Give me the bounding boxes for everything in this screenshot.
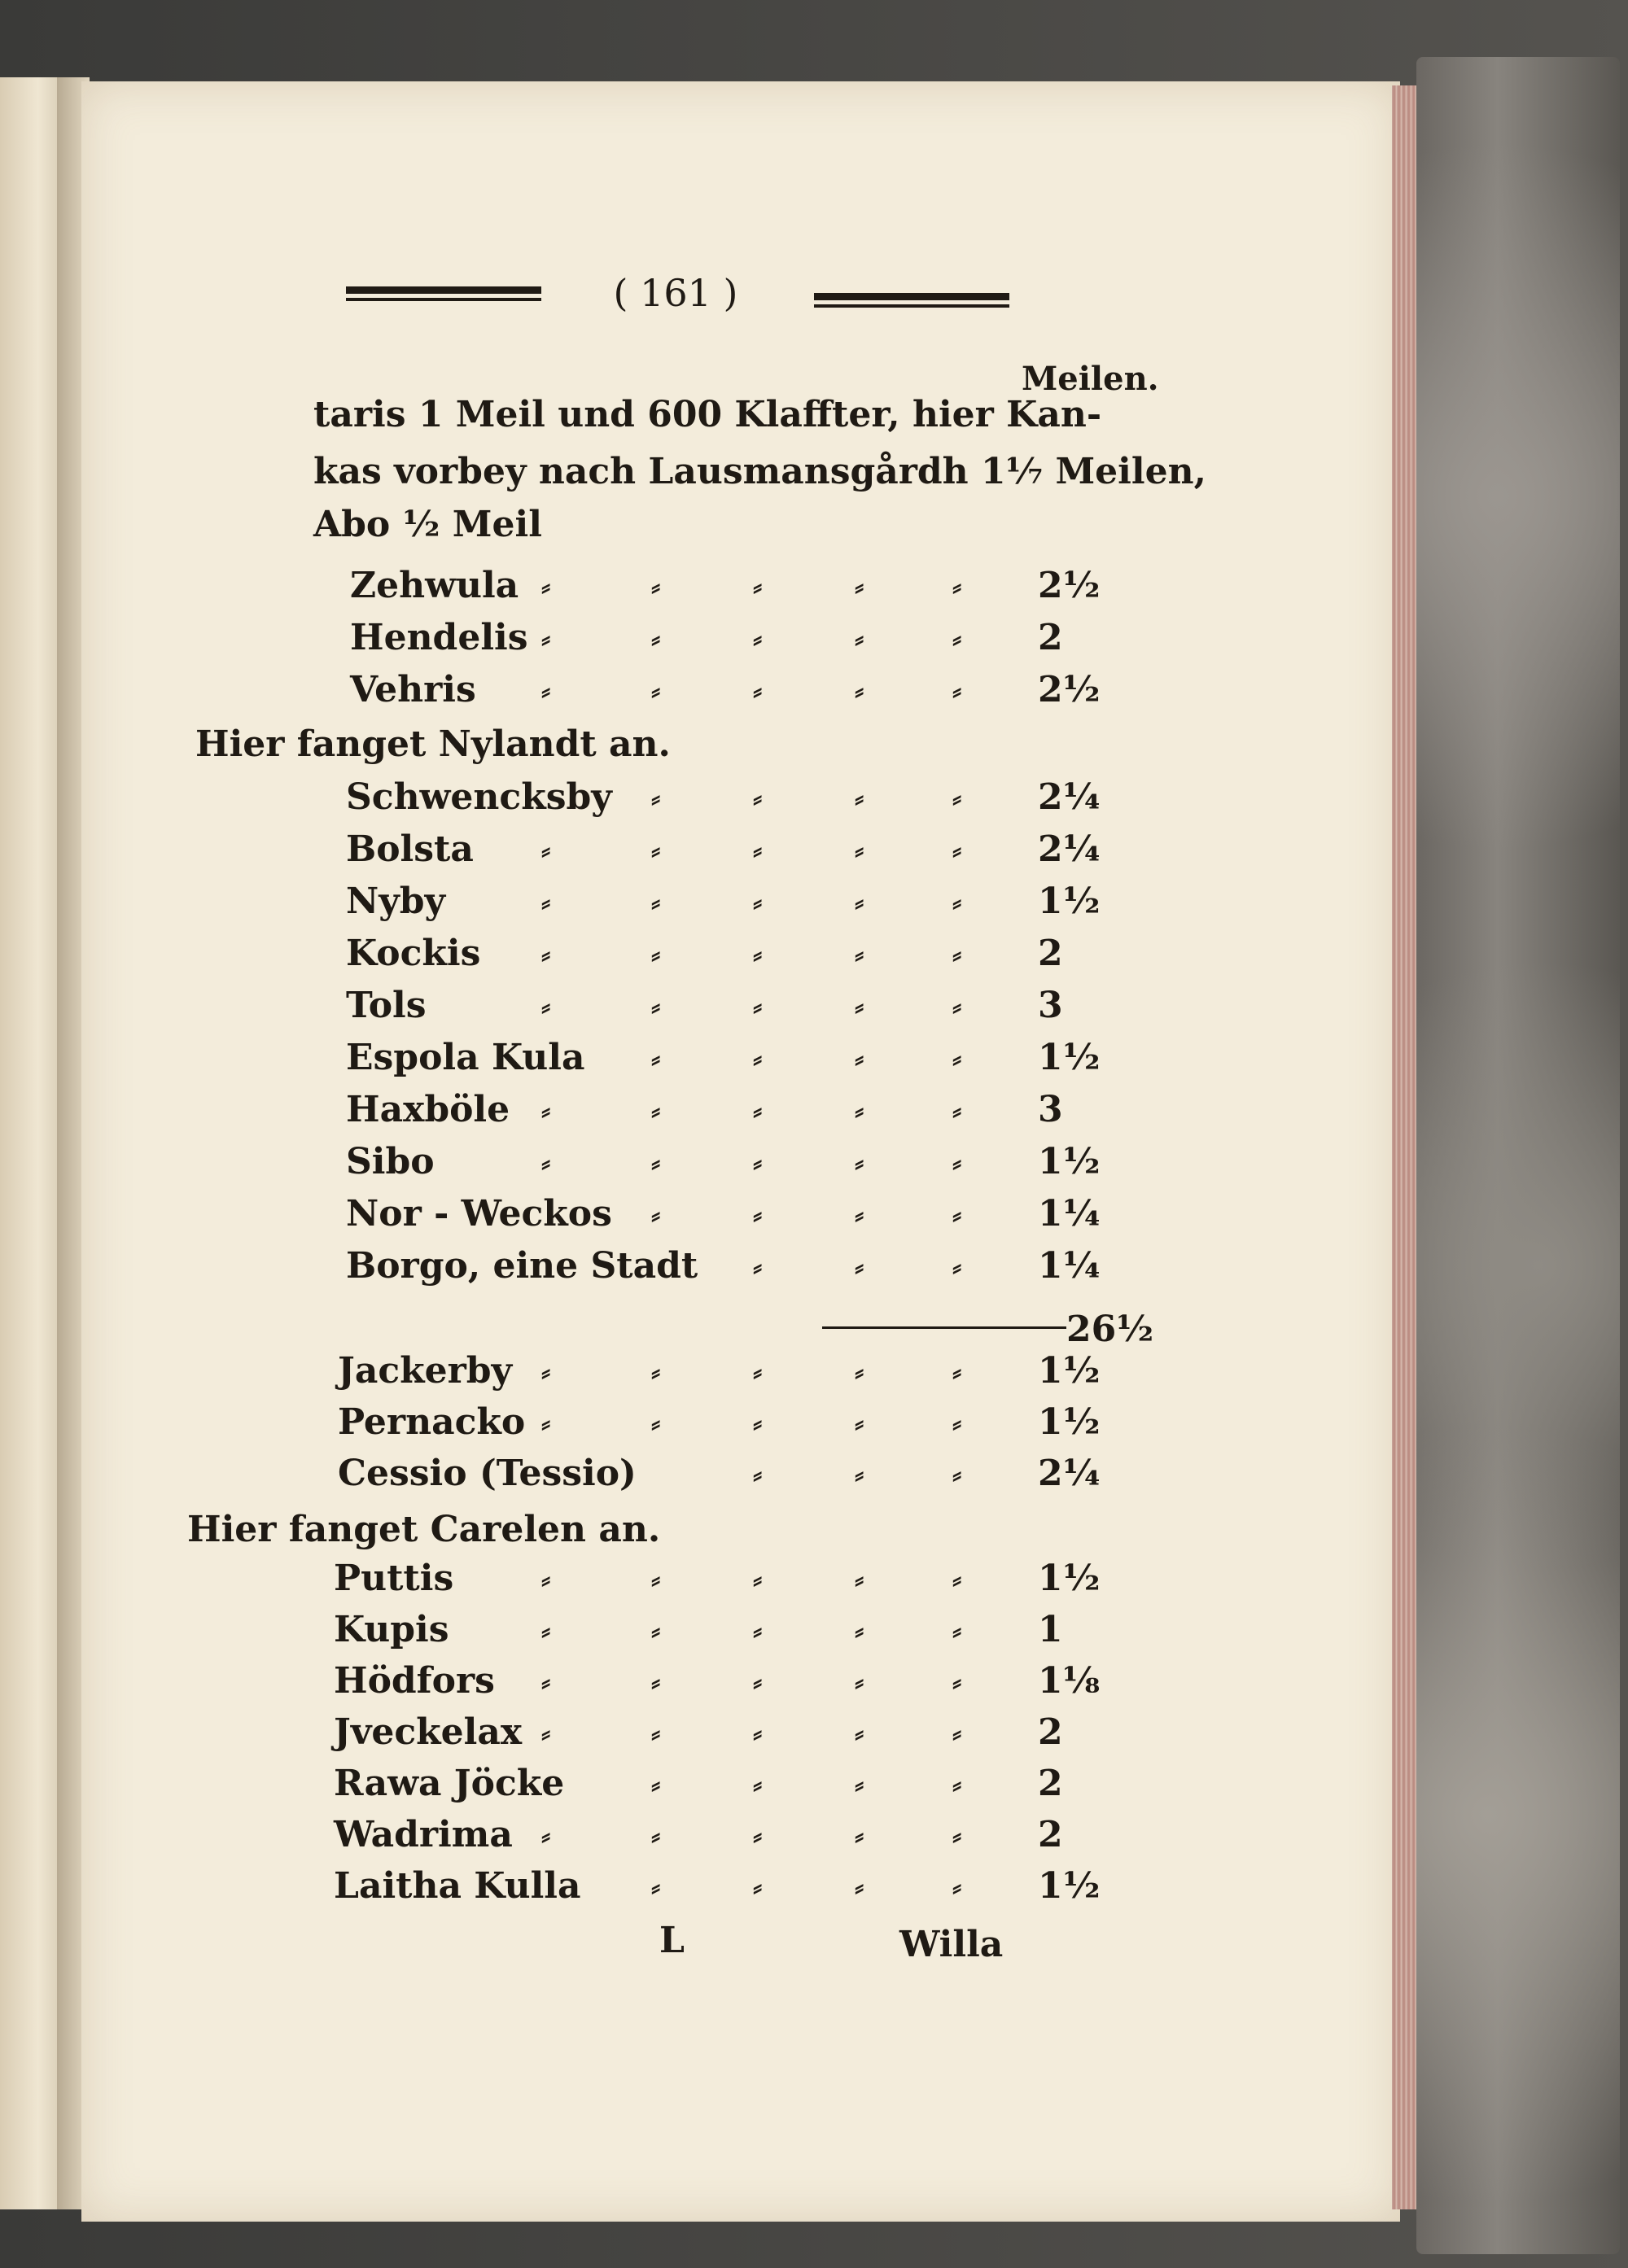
section-heading-nylandt: Hier fanget Nylandt an.	[195, 723, 671, 765]
leader-mark: ⸗	[855, 1042, 864, 1075]
leader-mark: ⸗	[541, 1615, 551, 1647]
leader-mark: ⸗	[855, 1768, 864, 1801]
leader-mark: ⸗	[952, 1199, 962, 1231]
leader-mark: ⸗	[541, 1820, 551, 1852]
route-row	[0, 877, 1628, 926]
distance-value: 3	[1038, 985, 1063, 1026]
route-row	[0, 1862, 1628, 1911]
place-name: Cessio (Tessio)	[338, 1453, 637, 1494]
place-name: Kupis	[334, 1609, 449, 1650]
header-rule-left	[346, 286, 541, 301]
leader-mark: ⸗	[651, 990, 661, 1023]
distance-value: 1½	[1038, 1865, 1101, 1907]
leader-mark: ⸗	[952, 1356, 962, 1388]
leader-mark: ⸗	[753, 1147, 763, 1179]
route-row	[0, 981, 1628, 1030]
route-row	[0, 1398, 1628, 1447]
leader-mark: ⸗	[651, 1356, 661, 1388]
route-row	[0, 1449, 1628, 1498]
route-row	[0, 1657, 1628, 1706]
leader-mark: ⸗	[753, 782, 763, 815]
leader-mark: ⸗	[952, 1717, 962, 1750]
leader-mark: ⸗	[541, 1356, 551, 1388]
leader-mark: ⸗	[855, 1199, 864, 1231]
leader-mark: ⸗	[651, 1768, 661, 1801]
leader-mark: ⸗	[753, 1042, 763, 1075]
place-name: Wadrima	[334, 1814, 513, 1855]
leader-mark: ⸗	[753, 1563, 763, 1596]
leader-marks	[0, 1138, 1628, 1186]
leader-mark: ⸗	[651, 938, 661, 971]
route-row	[0, 1708, 1628, 1757]
leader-mark: ⸗	[651, 1199, 661, 1231]
leader-mark: ⸗	[753, 623, 763, 655]
place-name: Kockis	[346, 933, 481, 974]
leader-mark: ⸗	[753, 990, 763, 1023]
leader-mark: ⸗	[952, 1820, 962, 1852]
leader-mark: ⸗	[541, 1095, 551, 1127]
leader-mark: ⸗	[753, 1615, 763, 1647]
place-name: Hödfors	[334, 1660, 495, 1702]
page-number: ( 161 )	[613, 271, 738, 315]
leader-mark: ⸗	[952, 938, 962, 971]
leader-mark: ⸗	[651, 1147, 661, 1179]
leader-marks	[0, 1862, 1628, 1911]
leader-mark: ⸗	[855, 834, 864, 867]
leader-mark: ⸗	[541, 990, 551, 1023]
leader-mark: ⸗	[753, 1407, 763, 1440]
leader-mark: ⸗	[952, 834, 962, 867]
distance-value: 3	[1038, 1089, 1063, 1130]
leader-mark: ⸗	[753, 1820, 763, 1852]
leader-mark: ⸗	[952, 1768, 962, 1801]
leader-mark: ⸗	[651, 675, 661, 707]
route-row	[0, 1606, 1628, 1654]
leader-mark: ⸗	[855, 886, 864, 919]
unit-heading: Meilen.	[1022, 360, 1159, 398]
leader-mark: ⸗	[952, 1458, 962, 1491]
place-name: Nor - Weckos	[346, 1193, 612, 1235]
sum-value: 26½	[1066, 1309, 1154, 1350]
place-name: Puttis	[334, 1558, 454, 1599]
route-row	[0, 773, 1628, 822]
leader-marks	[0, 1242, 1628, 1291]
leader-mark: ⸗	[855, 1095, 864, 1127]
leader-marks	[0, 666, 1628, 714]
route-row	[0, 825, 1628, 874]
leader-mark: ⸗	[753, 1251, 763, 1283]
catchword-right: Willa	[899, 1924, 1004, 1965]
leader-mark: ⸗	[855, 1458, 864, 1491]
leader-mark: ⸗	[952, 886, 962, 919]
leader-mark: ⸗	[651, 1871, 661, 1903]
leader-marks	[0, 1086, 1628, 1134]
distance-value: 1½	[1038, 1037, 1101, 1078]
leader-mark: ⸗	[855, 1666, 864, 1698]
leader-mark: ⸗	[855, 1407, 864, 1440]
route-row	[0, 929, 1628, 978]
place-name: Bolsta	[346, 828, 474, 870]
leader-mark: ⸗	[753, 1717, 763, 1750]
leader-mark: ⸗	[753, 1199, 763, 1231]
leader-mark: ⸗	[952, 1666, 962, 1698]
leader-mark: ⸗	[651, 623, 661, 655]
route-row	[0, 1242, 1628, 1291]
leader-mark: ⸗	[855, 1147, 864, 1179]
leader-mark: ⸗	[753, 938, 763, 971]
leader-mark: ⸗	[952, 990, 962, 1023]
leader-mark: ⸗	[541, 1407, 551, 1440]
place-name: Jveckelax	[334, 1711, 523, 1753]
leader-mark: ⸗	[753, 1095, 763, 1127]
distance-value: 2¼	[1038, 828, 1101, 870]
route-row	[0, 1554, 1628, 1603]
leader-mark: ⸗	[952, 1871, 962, 1903]
leader-mark: ⸗	[651, 834, 661, 867]
leader-mark: ⸗	[753, 1768, 763, 1801]
sum-line	[822, 1326, 1066, 1329]
leader-mark: ⸗	[753, 570, 763, 603]
leader-mark: ⸗	[855, 1251, 864, 1283]
leader-marks	[0, 1606, 1628, 1654]
leader-marks	[0, 1033, 1628, 1082]
leader-mark: ⸗	[952, 782, 962, 815]
leader-mark: ⸗	[541, 1563, 551, 1596]
leader-mark: ⸗	[855, 938, 864, 971]
distance-value: 2¼	[1038, 776, 1101, 818]
leader-mark: ⸗	[541, 834, 551, 867]
leader-mark: ⸗	[541, 623, 551, 655]
distance-value: 2	[1038, 1763, 1063, 1804]
leader-mark: ⸗	[651, 1615, 661, 1647]
distance-value: 1⅛	[1038, 1660, 1101, 1702]
leader-mark: ⸗	[753, 675, 763, 707]
distance-value: 1½	[1038, 1558, 1101, 1599]
leader-mark: ⸗	[753, 886, 763, 919]
section-heading-carelen: Hier fanget Carelen an.	[187, 1509, 661, 1550]
leader-mark: ⸗	[952, 1407, 962, 1440]
leader-marks	[0, 825, 1628, 874]
place-name: Haxböle	[346, 1089, 510, 1130]
leader-mark: ⸗	[651, 1407, 661, 1440]
leader-mark: ⸗	[651, 1095, 661, 1127]
leader-marks	[0, 1347, 1628, 1396]
leader-mark: ⸗	[952, 1563, 962, 1596]
place-name: Borgo, eine Stadt	[346, 1245, 698, 1287]
route-row	[0, 1086, 1628, 1134]
leader-mark: ⸗	[855, 1820, 864, 1852]
leader-marks	[0, 981, 1628, 1030]
distance-value: 2	[1038, 1711, 1063, 1753]
distance-value: 1½	[1038, 1350, 1101, 1392]
distance-value: 1½	[1038, 1141, 1101, 1182]
leader-marks	[0, 1449, 1628, 1498]
distance-value: 1½	[1038, 881, 1101, 922]
header-rule-right	[814, 293, 1009, 308]
leader-mark: ⸗	[952, 1251, 962, 1283]
distance-value: 1	[1038, 1609, 1063, 1650]
leader-marks	[0, 1657, 1628, 1706]
leader-mark: ⸗	[855, 1871, 864, 1903]
leader-mark: ⸗	[952, 570, 962, 603]
leader-mark: ⸗	[541, 570, 551, 603]
intro-line: kas vorbey nach Lausmansgårdh 1⅐ Meilen,	[313, 451, 1206, 492]
leader-mark: ⸗	[541, 675, 551, 707]
place-name: Laitha Kulla	[334, 1865, 581, 1907]
place-name: Sibo	[346, 1141, 435, 1182]
distance-value: 1½	[1038, 1401, 1101, 1443]
leader-mark: ⸗	[952, 623, 962, 655]
leader-marks	[0, 1190, 1628, 1239]
leader-mark: ⸗	[855, 623, 864, 655]
leader-mark: ⸗	[541, 1147, 551, 1179]
place-name: Schwencksby	[346, 776, 612, 818]
leader-mark: ⸗	[855, 1615, 864, 1647]
leader-marks	[0, 929, 1628, 978]
leader-mark: ⸗	[541, 938, 551, 971]
leader-mark: ⸗	[753, 1356, 763, 1388]
leader-mark: ⸗	[651, 570, 661, 603]
route-row	[0, 614, 1628, 662]
leader-marks	[0, 1759, 1628, 1808]
leader-marks	[0, 1398, 1628, 1447]
leader-mark: ⸗	[651, 1042, 661, 1075]
leader-mark: ⸗	[855, 990, 864, 1023]
catchword-left: L	[659, 1920, 685, 1961]
distance-value: 1¼	[1038, 1193, 1101, 1235]
leader-mark: ⸗	[855, 675, 864, 707]
leader-mark: ⸗	[651, 1563, 661, 1596]
leader-mark: ⸗	[651, 1666, 661, 1698]
leader-mark: ⸗	[952, 1095, 962, 1127]
place-name: Hendelis	[350, 617, 528, 658]
leader-mark: ⸗	[541, 1666, 551, 1698]
distance-value: 2	[1038, 1814, 1063, 1855]
leader-marks	[0, 877, 1628, 926]
leader-mark: ⸗	[855, 570, 864, 603]
place-name: Tols	[346, 985, 427, 1026]
route-row	[0, 1811, 1628, 1859]
distance-value: 2½	[1038, 669, 1101, 710]
leader-mark: ⸗	[651, 1717, 661, 1750]
leader-marks	[0, 773, 1628, 822]
place-name: Rawa Jöcke	[334, 1763, 565, 1804]
leader-mark: ⸗	[753, 1666, 763, 1698]
leader-mark: ⸗	[753, 834, 763, 867]
route-row	[0, 1347, 1628, 1396]
leader-mark: ⸗	[651, 1820, 661, 1852]
route-row	[0, 1190, 1628, 1239]
distance-value: 2	[1038, 617, 1063, 658]
place-name: Nyby	[346, 881, 446, 922]
leader-mark: ⸗	[753, 1871, 763, 1903]
leader-mark: ⸗	[855, 1356, 864, 1388]
leader-mark: ⸗	[952, 675, 962, 707]
place-name: Vehris	[350, 669, 476, 710]
route-row	[0, 1033, 1628, 1082]
leader-marks	[0, 614, 1628, 662]
leader-mark: ⸗	[855, 1717, 864, 1750]
leader-marks	[0, 1811, 1628, 1859]
leader-mark: ⸗	[541, 1717, 551, 1750]
leader-mark: ⸗	[651, 782, 661, 815]
leader-mark: ⸗	[541, 886, 551, 919]
distance-value: 2½	[1038, 565, 1101, 606]
distance-value: 2¼	[1038, 1453, 1101, 1494]
route-row	[0, 562, 1628, 610]
leader-mark: ⸗	[753, 1458, 763, 1491]
intro-line: taris 1 Meil und 600 Klaffter, hier Kan-	[313, 394, 1102, 435]
route-row	[0, 1138, 1628, 1186]
leader-mark: ⸗	[855, 1563, 864, 1596]
place-name: Zehwula	[350, 565, 519, 606]
leader-mark: ⸗	[952, 1615, 962, 1647]
place-name: Jackerby	[338, 1350, 513, 1392]
route-row	[0, 666, 1628, 714]
leader-marks	[0, 562, 1628, 610]
place-name: Pernacko	[338, 1401, 526, 1443]
route-row	[0, 1759, 1628, 1808]
intro-line: Abo ½ Meil	[313, 504, 542, 545]
leader-mark: ⸗	[651, 886, 661, 919]
leader-mark: ⸗	[952, 1147, 962, 1179]
distance-value: 2	[1038, 933, 1063, 974]
distance-value: 1¼	[1038, 1245, 1101, 1287]
leader-marks	[0, 1554, 1628, 1603]
place-name: Espola Kula	[346, 1037, 585, 1078]
leader-mark: ⸗	[952, 1042, 962, 1075]
leader-marks	[0, 1708, 1628, 1757]
leader-mark: ⸗	[855, 782, 864, 815]
